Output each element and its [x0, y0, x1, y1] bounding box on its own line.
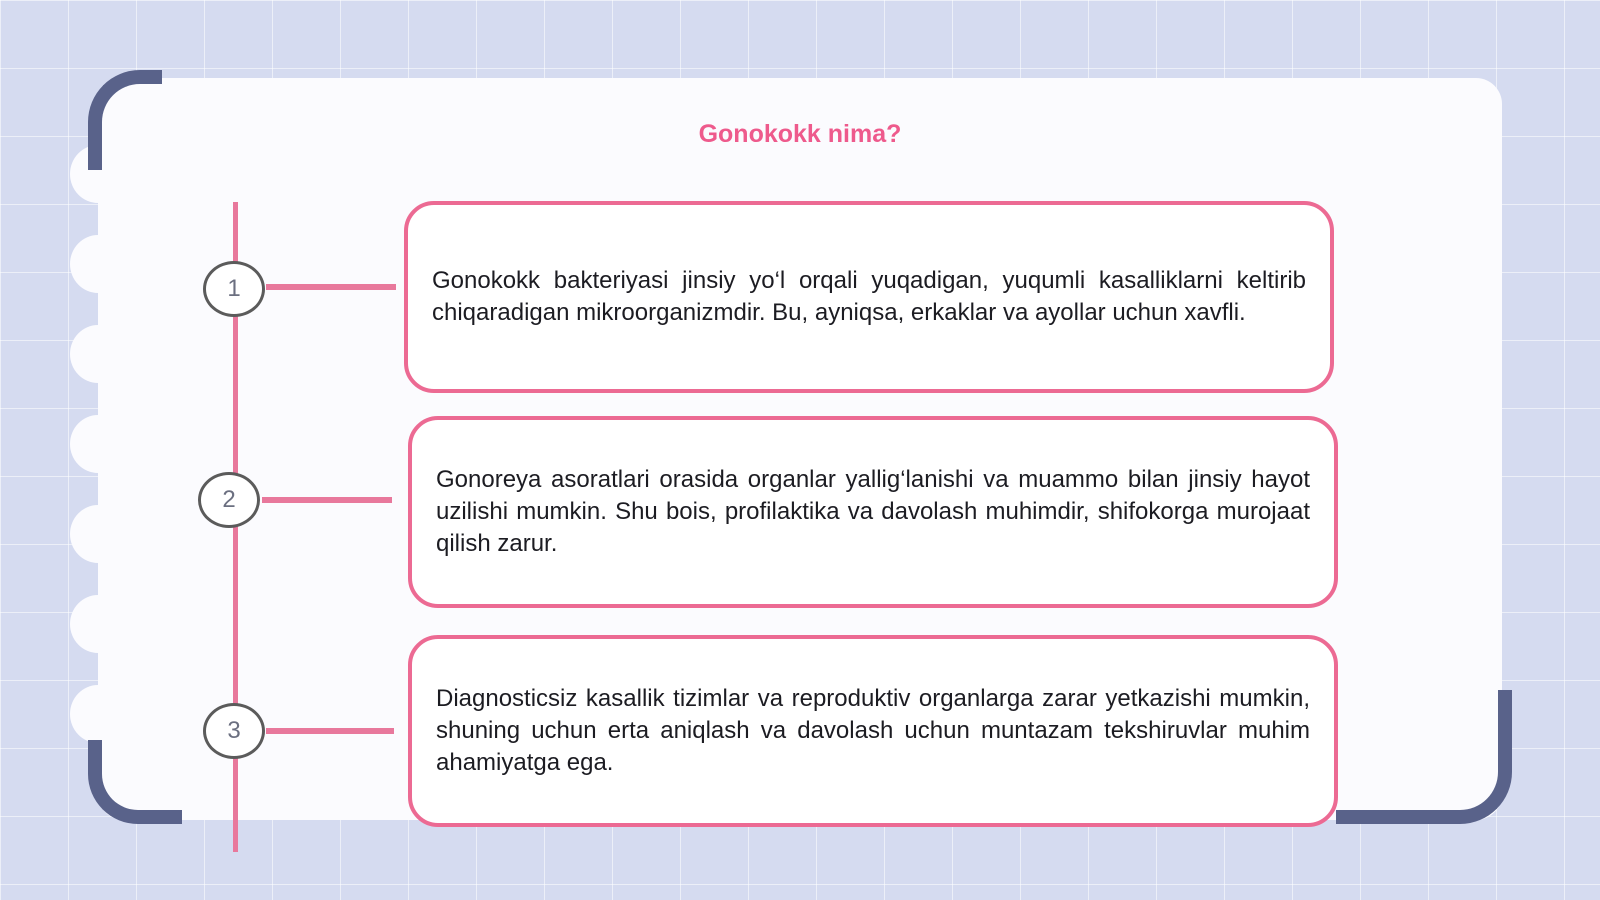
info-card-3: [408, 635, 1338, 827]
paper-scallop: [70, 595, 126, 653]
paper-scallop: [70, 505, 126, 563]
timeline-connector: [262, 497, 392, 503]
paper-scallop: [70, 235, 126, 293]
info-card-text: Gonoreya asoratlari orasida organlar yallig‘lanishi va muammo bilan jinsiy hayot uzilishi mumkin. Shu bois, profilaktika va davolash muhimdir, shifokorga murojaat qilish zarur.: [436, 466, 1310, 557]
info-card-2: [408, 416, 1338, 608]
slide-title: Gonokokk nima?: [698, 120, 902, 148]
corner-bracket-bottom-left-icon: [88, 740, 182, 824]
step-number-1: 1: [203, 261, 265, 317]
info-card-text: Gonokokk bakteriyasi jinsiy yo‘l orqali yuqadigan, yuqumli kasalliklarni keltirib chiqaradigan mikroorganizmdir. Bu, ayniqsa, erkaklar va ayollar uchun xavfli.: [432, 267, 1306, 326]
paper-scallop: [70, 325, 126, 383]
step-number-3: 3: [203, 703, 265, 759]
corner-bracket-bottom-right-icon: [1336, 690, 1512, 824]
step-number-2: 2: [198, 472, 260, 528]
timeline-connector: [266, 728, 394, 734]
corner-bracket-top-left-icon: [88, 70, 162, 170]
paper-scallop: [70, 685, 126, 743]
timeline-connector: [266, 284, 396, 290]
paper-scallop: [70, 415, 126, 473]
info-card-1: [404, 201, 1334, 393]
info-card-text: Diagnosticsiz kasallik tizimlar va reproduktiv organlarga zarar yetkazishi mumkin, shuning uchun erta aniqlash va davolash uchun muntazam tekshiruvlar muhim ahamiyatga ega.: [436, 685, 1310, 776]
